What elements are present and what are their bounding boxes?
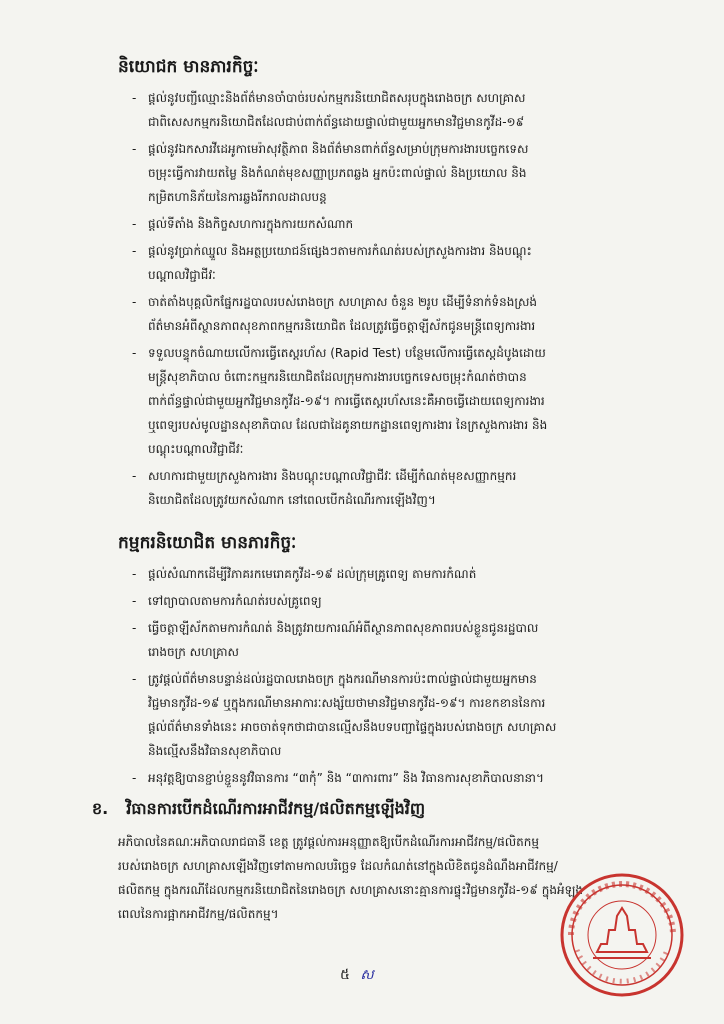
bullet-dash: -: [132, 295, 137, 309]
worker-duties-heading: កម្មករនិយោជិត មានភារកិច្ចៈ: [118, 533, 297, 553]
worker-list-item: [132, 766, 660, 790]
list-item-line: បណ្ដុះបណ្ដាលវិជ្ជាជីវៈ: [148, 442, 244, 456]
employer-list-item: [132, 239, 660, 287]
list-item-line: ត្រូវផ្ដល់ព័ត៌មានបន្ទាន់ដល់រដ្ឋបាលរោងចក្រ ក្នុងករណីមានការប៉ះពាល់ផ្ទាល់ជាមួយអ្នកមាន: [148, 672, 537, 686]
list-item-line: និយោជិតដែលត្រូវយកសំណាក នៅពេលបើកដំណើរការឡើងវិញ។: [148, 493, 436, 507]
employer-list-item: [132, 86, 660, 134]
initials-signature: ស: [360, 967, 374, 983]
official-seal-icon: [557, 870, 687, 1000]
list-item-line: ផ្ដល់ទីតាំង និងកិច្ចសហការក្នុងការយកសំណាក: [148, 217, 354, 231]
list-item-line: ពាក់ព័ន្ធផ្ទាល់ជាមួយអ្នកវិជ្ជមានកូវីដ-១៩។ ការធ្វើតេស្តរហ័សនេះគឺអាចធ្វើដោយពេទ្យការងារ: [148, 394, 545, 408]
list-item-line: ទៅព្យាបាលតាមការកំណត់របស់គ្រូពេទ្យ: [148, 594, 322, 608]
list-item-line: ទទួលបន្ទុកចំណាយលើការធ្វើតេស្តរហ័ស (Rapid Test) បន្ថែមលើការធ្វើតេស្តដំបូងដោយ: [148, 346, 546, 360]
worker-list-item: [132, 589, 660, 613]
bullet-dash: -: [132, 567, 137, 581]
paragraph-line: ផលិតកម្ម ក្នុងករណីដែលកម្មករនិយោជិតនៃរោងចក្រ សហគ្រាសនោះគ្មានការផ្ទុះវិជ្ជមានកូវីដ-១៩ ក្នុងអំឡុង: [118, 883, 584, 897]
worker-list-item: [132, 616, 660, 664]
employer-list-item: [132, 464, 660, 512]
worker-list-item: [132, 667, 660, 763]
bullet-dash: -: [132, 621, 137, 635]
list-item-line: ផ្ដល់នូវប្រាក់ឈ្នួល និងអត្ថប្រយោជន៍ផ្សេងៗតាមការកំណត់របស់ក្រសួងការងារ និងបណ្ដុះ: [148, 244, 532, 258]
list-item-line: ផ្ដល់នូវបញ្ជីឈ្មោះនិងព័ត៌មានចាំបាច់របស់កម្មករនិយោជិតសរុបក្នុងរោងចក្រ សហគ្រាស: [148, 91, 526, 105]
list-item-line: វិជ្ជមានកូវីដ-១៩ ឬក្នុងករណីមានអាការៈសង្ស័យថាមានវិជ្ជមានកូវីដ-១៩។ ការខកខាននៃការ: [148, 696, 546, 710]
list-item-line: ឬពេទ្យរបស់មូលដ្ឋានសុខាភិបាល ដែលជាដៃគូនាយកដ្ឋានពេទ្យការងារ នៃក្រសួងការងារ និង: [148, 418, 548, 432]
paragraph-line: របស់រោងចក្រ សហគ្រាសឡើងវិញទៅតាមកាលបរិច្ឆេទ ដែលកំណត់នៅក្នុងលិខិតជូនដំណឹងអាជីវកម្ម/: [118, 859, 558, 873]
bullet-dash: -: [132, 142, 137, 156]
list-item-line: ផ្ដល់ព័ត៌មានទាំងនេះ អាចចាត់ទុកថាជាបានល្មើសនឹងបទបញ្ជាផ្ទៃក្នុងរបស់រោងចក្រ សហគ្រាស: [148, 720, 557, 734]
list-item-line: ធ្វើចត្តាឡីស័កតាមការកំណត់ និងត្រូវរាយការណ៍អំពីស្ថានភាពសុខភាពរបស់ខ្លួនជូនរដ្ឋបាល: [148, 621, 539, 635]
list-item-line: ជាពិសេសកម្មករនិយោជិតដែលជាប់ពាក់ព័ន្ធដោយផ្ទាល់ជាមួយអ្នកមានវិជ្ជមានកូវីដ-១៩: [148, 115, 525, 129]
list-item-line: រោងចក្រ សហគ្រាស: [148, 645, 239, 659]
worker-list-item: [132, 562, 660, 586]
list-item-line: ព័ត៌មានអំពីស្ថានភាពសុខភាពកម្មករនិយោជិត ដែលត្រូវធ្វើចត្តាឡីស័កជូនមន្ត្រីពេទ្យការងារ: [148, 319, 536, 333]
employer-list-item: [132, 212, 660, 236]
employer-list-item: [132, 137, 660, 209]
list-item-line: សហការជាមួយក្រសួងការងារ និងបណ្ដុះបណ្ដាលវិជ្ជាជីវៈ ដើម្បីកំណត់មុខសញ្ញាកម្មករ: [148, 469, 517, 483]
list-item-line: មន្ត្រីសុខាភិបាល ចំពោះកម្មករនិយោជិតដែលក្រុមការងារបច្ចេកទេសចម្រុះកំណត់ថាបាន: [148, 370, 527, 384]
section-number: ខ.: [92, 799, 109, 818]
list-item-line: អនុវត្តឱ្យបានខ្ជាប់ខ្ជួននូវវិធានការ “៣កុំ” និង “៣ការពារ” និង វិធានការសុខាភិបាលនានា។: [148, 771, 544, 785]
list-item-line: ផ្ដល់សំណាកដើម្បីវិភាគរកមេរោគកូវីដ-១៩ ដល់ក្រុមគ្រូពេទ្យ តាមការកំណត់: [148, 567, 477, 581]
paragraph-line: អភិបាលនៃគណៈអភិបាលរាជធានី ខេត្ត ត្រូវផ្ដល់ការអនុញ្ញាតឱ្យបើកដំណើរការអាជីវកម្ម/ផលិតកម្ម: [118, 835, 539, 849]
bullet-dash: -: [132, 217, 137, 231]
list-item-line: ផ្ដល់នូវឯកសារវីដេអូកាមេរ៉ាសុវត្ថិភាព និងព័ត៌មានពាក់ព័ន្ធសម្រាប់ក្រុមការងារបច្ចេកទេស: [148, 142, 529, 156]
bullet-dash: -: [132, 594, 137, 608]
list-item-line: និងល្មើសនឹងវិធានសុខាភិបាល: [148, 744, 282, 758]
bullet-dash: -: [132, 244, 137, 258]
section-title-text: វិធានការបើកដំណើរការអាជីវកម្ម/ផលិតកម្មឡើងវិញ: [126, 799, 426, 818]
list-item-line: ចាត់តាំងបុគ្គលិកផ្នែករដ្ឋបាលរបស់រោងចក្រ សហគ្រាស ចំនួន ២រូប ដើម្បីទំនាក់ទំនងស្រង់: [148, 295, 538, 309]
page-footer: [340, 965, 374, 986]
list-item-line: កម្រិតហានិភ័យនៃការឆ្លងរីករាលដាលបន្ត: [148, 190, 327, 204]
employer-list-item: [132, 290, 660, 338]
section-title: [92, 798, 425, 820]
employer-list-item: [132, 341, 660, 461]
bullet-dash: -: [132, 672, 137, 686]
bullet-dash: -: [132, 771, 137, 785]
list-item-line: បណ្ដាលវិជ្ជាជីវៈ: [148, 268, 216, 282]
page-number: ៥: [340, 967, 350, 983]
list-item-line: ចម្រុះធ្វើការវាយតម្លៃ និងកំណត់មុខសញ្ញាប្រភពឆ្លង អ្នកប៉ះពាល់ផ្ទាល់ និងប្រយោល និង: [148, 166, 527, 180]
bullet-dash: -: [132, 346, 137, 360]
bullet-dash: -: [132, 91, 137, 105]
paragraph-line: ពេលនៃការផ្អាកអាជីវកម្ម/ផលិតកម្ម។: [118, 907, 279, 921]
bullet-dash: -: [132, 469, 137, 483]
employer-duties-heading: និយោជក មានភារកិច្ចៈ: [118, 57, 259, 77]
